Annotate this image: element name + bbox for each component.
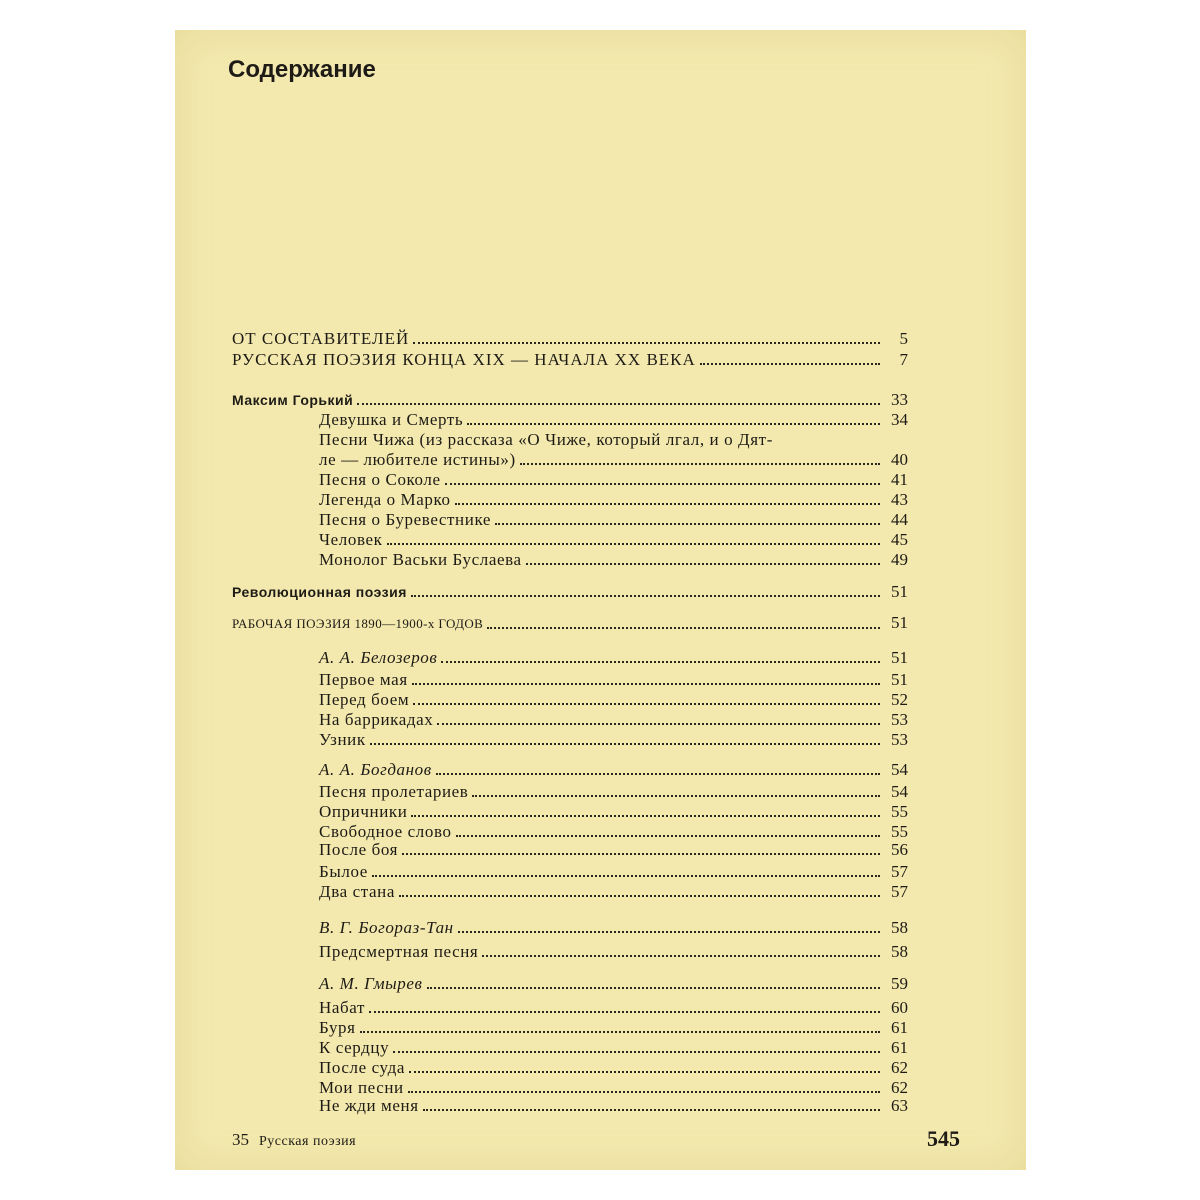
toc-entry <box>319 1058 908 1078</box>
leader-dots <box>402 852 880 855</box>
toc-entry <box>319 550 908 570</box>
entry-title: Мои песни <box>319 1078 404 1097</box>
leader-dots <box>427 986 880 989</box>
entry-page-number: 55 <box>891 822 908 841</box>
entry-title-continued: Песни Чижа (из рассказа «О Чиже, который лгал, и о Дят- <box>319 430 773 449</box>
entry-page-number: 52 <box>891 690 908 709</box>
toc-entry <box>319 690 908 710</box>
entry-page-number: 53 <box>891 730 908 749</box>
entry-page-number: 33 <box>891 390 908 409</box>
signature-number: 35 <box>232 1130 249 1149</box>
entry-page-number: 34 <box>891 410 908 429</box>
leader-dots <box>370 742 880 745</box>
entry-title: Легенда о Марко <box>319 490 451 509</box>
signature-label: Русская поэзия <box>259 1134 357 1149</box>
entry-page-number: 58 <box>891 942 908 961</box>
toc-entry <box>319 450 908 470</box>
leader-dots <box>411 814 880 817</box>
entry-title: Перед боем <box>319 690 410 709</box>
leader-dots <box>455 502 880 505</box>
leader-dots <box>700 362 880 365</box>
entry-title: РАБОЧАЯ ПОЭЗИЯ 1890—1900-х ГОДОВ <box>232 616 484 631</box>
entry-page-number: 59 <box>891 974 908 993</box>
entry-page-number: 56 <box>891 840 908 859</box>
toc-entry <box>319 1018 908 1038</box>
entry-title: На баррикадах <box>319 710 434 729</box>
entry-page-number: 54 <box>891 760 908 779</box>
leader-dots <box>467 422 880 425</box>
toc-entry <box>319 862 908 882</box>
entry-page-number: 45 <box>891 530 908 549</box>
leader-dots <box>458 930 880 933</box>
leader-dots <box>409 1070 880 1073</box>
entry-title: Первое мая <box>319 670 408 689</box>
entry-page-number: 43 <box>891 490 908 509</box>
leader-dots <box>441 660 880 663</box>
leader-dots <box>482 954 880 957</box>
toc-entry <box>319 490 908 510</box>
entry-page-number: 62 <box>891 1058 908 1077</box>
toc-entry-preface <box>232 329 908 349</box>
entry-title: Былое <box>319 862 368 881</box>
entry-page-number: 60 <box>891 998 908 1017</box>
entry-page-number: 44 <box>891 510 908 529</box>
entry-page-number: 57 <box>891 882 908 901</box>
leader-dots <box>399 894 880 897</box>
entry-title: РУССКАЯ ПОЭЗИЯ КОНЦА XIX — НАЧАЛА XX ВЕКА <box>232 350 696 369</box>
leader-dots <box>436 772 880 775</box>
toc-entry <box>319 882 908 902</box>
toc-entry <box>319 822 908 842</box>
entry-title: Девушка и Смерть <box>319 410 464 429</box>
leader-dots <box>408 1090 880 1093</box>
toc-section-workers-poetry <box>232 613 908 634</box>
toc-revolution-poetry <box>232 582 908 602</box>
entry-page-number: 40 <box>891 450 908 469</box>
entry-page-number: 51 <box>891 648 908 667</box>
entry-page-number: 63 <box>891 1096 908 1115</box>
toc-entry <box>319 710 908 730</box>
toc-author-gorky <box>232 390 908 410</box>
entry-title: Песня о Буревестнике <box>319 510 492 529</box>
entry-page-number: 49 <box>891 550 908 569</box>
entry-title: К сердцу <box>319 1038 390 1057</box>
entry-title: Максим Горький <box>232 392 354 408</box>
entry-title: В. Г. Богораз-Тан <box>319 918 454 937</box>
leader-dots <box>520 462 880 465</box>
entry-title: ОТ СОСТАВИТЕЛЕЙ <box>232 329 410 348</box>
entry-title: Два стана <box>319 882 395 901</box>
entry-title: А. А. Богданов <box>319 760 432 779</box>
page-number: 545 <box>927 1126 960 1151</box>
leader-dots <box>393 1050 880 1053</box>
entry-title: Свободное слово <box>319 822 452 841</box>
entry-title: После суда <box>319 1058 405 1077</box>
leader-dots <box>357 402 880 405</box>
leader-dots <box>387 542 880 545</box>
entry-title: ле — любителе истины») <box>319 450 516 469</box>
leader-dots <box>526 562 880 565</box>
entry-page-number: 58 <box>891 918 908 937</box>
entry-title: Набат <box>319 998 366 1017</box>
toc-entry <box>319 670 908 690</box>
toc-entry <box>319 470 908 490</box>
toc-entry <box>319 410 908 430</box>
entry-title: Монолог Васьки Буслаева <box>319 550 522 569</box>
entry-page-number: 51 <box>891 670 908 689</box>
entry-page-number: 51 <box>891 582 908 601</box>
toc-poet <box>319 648 908 668</box>
entry-title: Человек <box>319 530 383 549</box>
toc-poet <box>319 918 908 938</box>
leader-dots <box>472 794 880 797</box>
toc-entry <box>319 840 908 860</box>
entry-title: Буря <box>319 1018 356 1037</box>
leader-dots <box>437 722 880 725</box>
toc-entry <box>319 510 908 530</box>
page-title: Содержание <box>228 56 376 83</box>
toc-entry <box>319 998 908 1018</box>
entry-title: Не жди меня <box>319 1096 419 1115</box>
toc-entry <box>319 1078 908 1098</box>
leader-dots <box>411 594 880 597</box>
leader-dots <box>495 522 880 525</box>
leader-dots <box>369 1010 880 1013</box>
toc-entry <box>319 802 908 822</box>
entry-title: Песня о Соколе <box>319 470 441 489</box>
entry-page-number: 53 <box>891 710 908 729</box>
leader-dots <box>445 482 880 485</box>
entry-page-number: 7 <box>899 350 908 369</box>
toc-entry <box>319 730 908 750</box>
toc-poet <box>319 974 908 994</box>
entry-page-number: 57 <box>891 862 908 881</box>
entry-title: А. М. Гмырев <box>319 974 423 993</box>
leader-dots <box>423 1108 880 1111</box>
leader-dots <box>456 834 880 837</box>
entry-title: Песня пролетариев <box>319 782 469 801</box>
entry-title: Революционная поэзия <box>232 584 407 600</box>
entry-title: Предсмертная песня <box>319 942 479 961</box>
toc-entry <box>319 530 908 550</box>
toc-entry <box>319 1096 908 1116</box>
toc-entry <box>319 1038 908 1058</box>
toc-entry-overview <box>232 350 908 370</box>
entry-page-number: 54 <box>891 782 908 801</box>
entry-page-number: 51 <box>891 613 908 632</box>
toc-poet <box>319 760 908 780</box>
toc-entry <box>319 942 908 962</box>
leader-dots <box>413 341 880 344</box>
leader-dots <box>412 682 880 685</box>
entry-title: А. А. Белозеров <box>319 648 438 667</box>
toc-entry <box>319 782 908 802</box>
entry-title: После боя <box>319 840 399 859</box>
entry-page-number: 62 <box>891 1078 908 1097</box>
leader-dots <box>360 1030 880 1033</box>
leader-dots <box>413 702 880 705</box>
book-page <box>175 30 1026 1170</box>
footer-signature <box>232 1130 356 1150</box>
entry-page-number: 5 <box>899 329 908 348</box>
entry-page-number: 61 <box>891 1018 908 1037</box>
leader-dots <box>487 626 880 629</box>
entry-page-number: 41 <box>891 470 908 489</box>
entry-title: Узник <box>319 730 366 749</box>
entry-title: Опричники <box>319 802 408 821</box>
entry-page-number: 55 <box>891 802 908 821</box>
table-of-contents <box>175 30 1026 1170</box>
entry-page-number: 61 <box>891 1038 908 1057</box>
leader-dots <box>372 874 880 877</box>
